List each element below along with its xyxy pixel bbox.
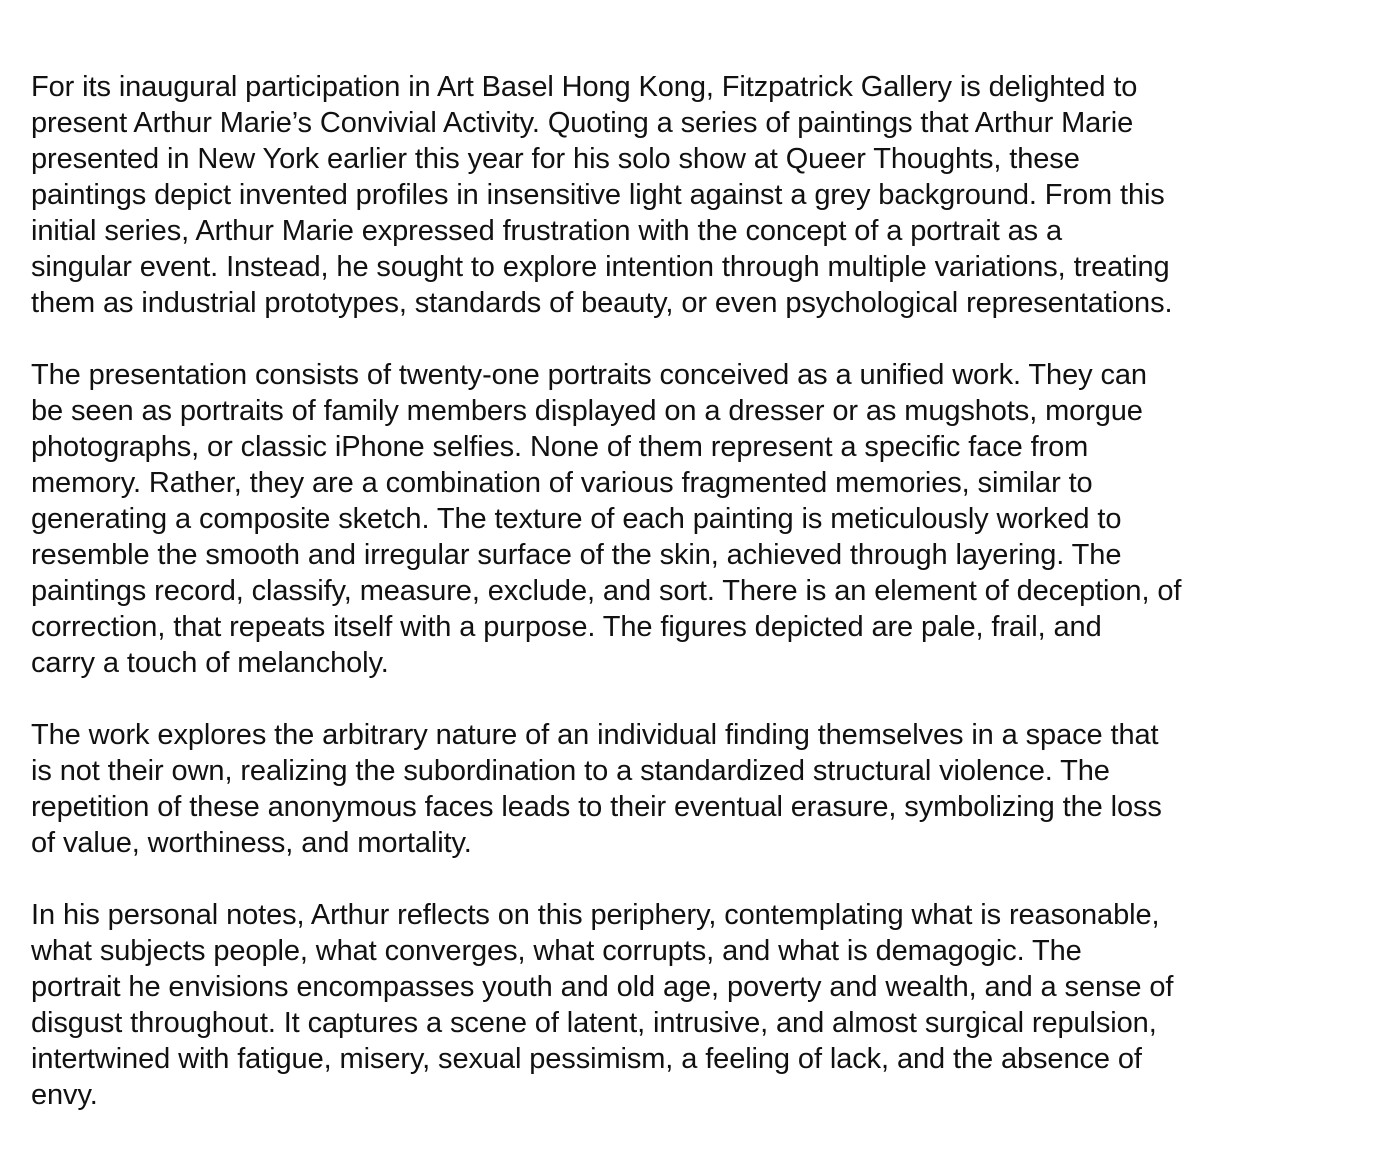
paragraph-line: presented in New York earlier this year for his solo show at Queer Thoughts, these bbox=[31, 143, 1080, 175]
paragraph-line: paintings record, classify, measure, exclude, and sort. There is an element of deception, of bbox=[31, 575, 1182, 607]
paragraph-line: singular event. Instead, he sought to explore intention through multiple variations, treating bbox=[31, 251, 1170, 283]
paragraph-line: initial series, Arthur Marie expressed frustration with the concept of a portrait as a bbox=[31, 215, 1063, 247]
paragraph-line: envy. bbox=[31, 1079, 98, 1111]
paragraph-line: of value, worthiness, and mortality. bbox=[31, 827, 472, 859]
paragraph-line: paintings depict invented profiles in insensitive light against a grey background. From this bbox=[31, 179, 1165, 211]
paragraph-line: memory. Rather, they are a combination of various fragmented memories, similar to bbox=[31, 467, 1093, 499]
paragraph-line: them as industrial prototypes, standards of beauty, or even psychological representations. bbox=[31, 287, 1173, 319]
paragraph-line: The work explores the arbitrary nature of an individual finding themselves in a space that bbox=[31, 719, 1159, 751]
paragraph-line: For its inaugural participation in Art Basel Hong Kong, Fitzpatrick Gallery is delighted to bbox=[31, 71, 1138, 103]
paragraph-line: what subjects people, what converges, what corrupts, and what is demagogic. The bbox=[31, 935, 1082, 967]
paragraph-line: repetition of these anonymous faces leads to their eventual erasure, symbolizing the loss bbox=[31, 791, 1162, 823]
paragraph-line: carry a touch of melancholy. bbox=[31, 647, 389, 679]
document-body bbox=[31, 69, 1361, 1113]
paragraph-line: The presentation consists of twenty-one portraits conceived as a unified work. They can bbox=[31, 359, 1147, 391]
paragraph-line: In his personal notes, Arthur reflects on this periphery, contemplating what is reasonable, bbox=[31, 899, 1160, 931]
paragraph-line: portrait he envisions encompasses youth and old age, poverty and wealth, and a sense of bbox=[31, 971, 1174, 1003]
paragraph-4 bbox=[31, 897, 1361, 1113]
paragraph-3 bbox=[31, 717, 1361, 861]
paragraph-line: generating a composite sketch. The texture of each painting is meticulously worked to bbox=[31, 503, 1122, 535]
paragraph-line: be seen as portraits of family members displayed on a dresser or as mugshots, morgue bbox=[31, 395, 1143, 427]
paragraph-2 bbox=[31, 357, 1361, 681]
paragraph-line: photographs, or classic iPhone selfies. None of them represent a specific face from bbox=[31, 431, 1089, 463]
paragraph-line: disgust throughout. It captures a scene of latent, intrusive, and almost surgical repulsion, bbox=[31, 1007, 1157, 1039]
paragraph-1 bbox=[31, 69, 1361, 321]
paragraph-line: intertwined with fatigue, misery, sexual pessimism, a feeling of lack, and the absence of bbox=[31, 1043, 1142, 1075]
paragraph-line: is not their own, realizing the subordination to a standardized structural violence. The bbox=[31, 755, 1110, 787]
paragraph-line: present Arthur Marie’s Convivial Activity. Quoting a series of paintings that Arthur Marie bbox=[31, 107, 1134, 139]
paragraph-line: correction, that repeats itself with a purpose. The figures depicted are pale, frail, and bbox=[31, 611, 1102, 643]
paragraph-line: resemble the smooth and irregular surface of the skin, achieved through layering. The bbox=[31, 539, 1122, 571]
